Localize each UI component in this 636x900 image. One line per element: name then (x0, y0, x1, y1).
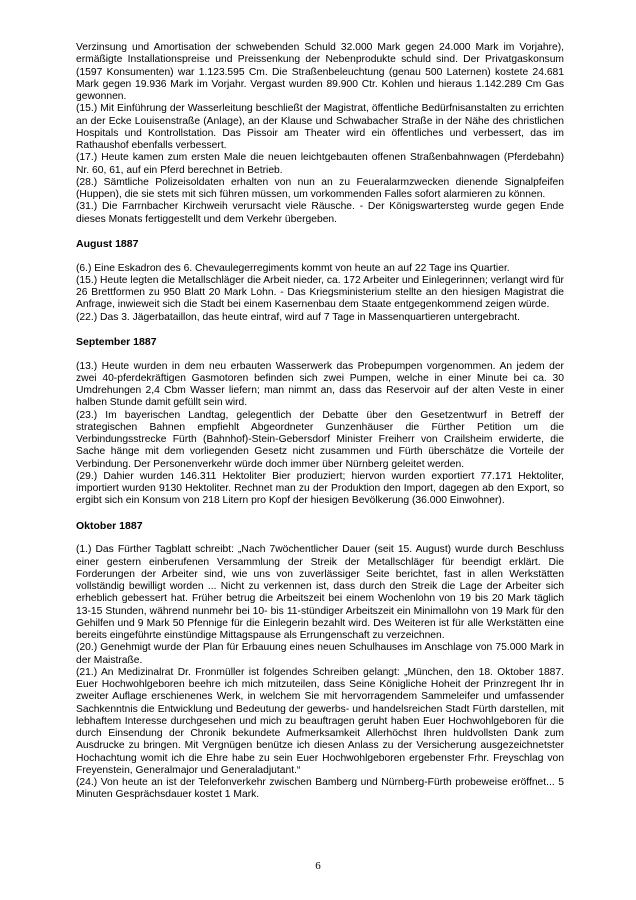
entry-paragraph: (21.) An Medizinalrat Dr. Fronmüller ist folgendes Schreiben gelangt: „München, den 18. Oktober 1887. Euer Hochwohlgeboren beehre ich mich mitzuteilen, dass Seine Königliche Hoheit der Prinzregent Ihr in zweiter Auflage erschienenes Werk, in welchem Sie mit hervorragendem Sammeleifer und umfassender Sachkenntnis die Entwicklung und Bedeutung der gewerbs- und handelsreichen Stadt Fürth darstellen, mit lebhaftem Interesse durchgesehen und mich zu beauftragen geruht haben Euer Hochwohlgeboren für die durch Einsendung der Chronik bekundete Aufmerksamkeit Allerhöchst Ihren huldvollsten Dank zum Ausdrucke zu bringen. Mit Vergnügen benütze ich diesen Anlass zu der Versicherung ausgezeichnetster Hochachtung womit ich die Ehre habe zu sein Euer Hochwohlgeboren ergebenster Frhr. Freyschlag von Freyenstein, Generalmajor und Generaladjutant.“ (76, 666, 564, 776)
entry-paragraph: (29.) Dahier wurden 146.311 Hektoliter Bier produziert; hiervon wurden exportiert 77.171 Hektoliter, importiert wurden 9130 Hektoliter. Rechnet man zu der Produktion den Import, dagegen ab den Export, so ergibt sich ein Konsum von 218 Litern pro Kopf der hiesigen Bevölkerung (36.000 Einwohner). (76, 470, 564, 507)
page-content (76, 42, 564, 802)
month-heading: August 1887 (76, 238, 139, 250)
entry-paragraph: Verzinsung und Amortisation der schwebenden Schuld 32.000 Mark gegen 24.000 Mark im Vorjahre), ermäßigte Installationspreise und Preissenkung der Nebenprodukte schuld sind. Der Privatgaskonsum (1597 Konsumenten) war 1.123.595 Cm. Die Straßenbeleuchtung (genau 500 Laternen) kostete 24.681 Mark gegen 19.936 Mark im Vorjahr. Vergast wurden 89.900 Ctr. Kohlen und hieraus 1.142.289 Cm Gas gewonnen. (76, 42, 564, 102)
entry-paragraph: (22.) Das 3. Jägerbataillon, das heute eintraf, wird auf 7 Tage in Massenquartieren untergebracht. (76, 311, 520, 323)
page-number: 6 (315, 860, 321, 872)
entry-paragraph: (24.) Von heute an ist der Telefonverkehr zwischen Bamberg und Nürnberg-Fürth probeweise eröffnet... 5 Minuten Gesprächsdauer kostet 1 Mark. (76, 777, 564, 801)
entry-paragraph: (15.) Heute legten die Metallschläger die Arbeit nieder, ca. 172 Arbeiter und Einlegerinnen; verlangt wird für 26 Brettformen zu 950 Blatt 20 Mark Lohn. - Das Kriegsministerium stellte an den hiesigen Magistrat die Anfrage, inwieweit sich die Stadt bei einem Kasernenbau dem Staate entgegenkommend zeigen würde. (76, 274, 564, 311)
section-september-1887 (76, 336, 564, 508)
section-august-1887 (76, 238, 564, 324)
entry-paragraph: (6.) Eine Eskadron des 6. Chevaulegerregiments kommt von heute an auf 22 Tage ins Quartier. (76, 262, 510, 274)
entry-paragraph: (1.) Das Fürther Tagblatt schreibt: „Nach 7wöchentlicher Dauer (seit 15. August) wurde durch Beschluss einer gestern einberufenen Versammlung der Streik der Metallschläger für beendigt erklärt. Die Forderungen der Arbeiter sind, wie uns von zuverlässiger Seite berichtet, fast in allen Werkstätten vollständig bewilligt worden ... Nicht zu verkennen ist, dass durch den Streik die Lage der Arbeiter sich erheblich gebessert hat. Früher betrug die Arbeitszeit bei einem Wochenlohn von 19 bis 20 Mark täglich 13-15 Stunden, während nunmehr bei 10- bis 11-stündiger Arbeitszeit ein Minimallohn von 19 Mark für den Gehilfen und 9 Mark 50 Pfennige für die Einlegerin bezahlt wird. Des Weiteren ist für alle Werkstätten eine bereits eingeführte einstündige Mittagspause als Errungenschaft zu verzeichnen. (76, 544, 564, 641)
entry-paragraph: (31.) Die Farrnbacher Kirchweih verursacht viele Räusche. - Der Königswartersteg wurde gegen Ende dieses Monats fertiggestellt und dem Verkehr übergeben. (76, 201, 564, 225)
month-heading: Oktober 1887 (76, 519, 143, 532)
section-oktober-1887 (76, 520, 564, 802)
section-continuation (76, 42, 564, 226)
entry-paragraph: (17.) Heute kamen zum ersten Male die neuen leichtgebauten offenen Straßenbahnwagen (Pferdebahn) Nr. 60, 61, auf ein Pferd berechnet in Betrieb. (76, 152, 564, 176)
entry-paragraph: (13.) Heute wurden in dem neu erbauten Wasserwerk das Probepumpen vorgenommen. An jedem der zwei 40-pferdekräftigen Gasmotoren befinden sich zwei Pumpen, welche in einer Minute bei ca. 30 Umdrehungen 2,4 Cbm Wasser liefern; man nimmt an, dass das Reservoir auf der alten Veste in einer halben Stunde damit gefüllt sein wird. (76, 360, 564, 409)
entry-paragraph: (28.) Sämtliche Polizeisoldaten erhalten von nun an zu Feueralarmzwecken dienende Signalpfeifen (Huppen), die sie stets mit sich führen müssen, um vorkommenden Falles sofort alarmieren zu können. (76, 176, 564, 200)
month-heading: September 1887 (76, 336, 157, 348)
entry-paragraph: (20.) Genehmigt wurde der Plan für Erbauung eines neuen Schulhauses im Anschlage von 75.000 Mark in der Maistraße. (76, 642, 564, 666)
entry-paragraph: (15.) Mit Einführung der Wasserleitung beschließt der Magistrat, öffentliche Bedürfnisanstalten zu errichten an der Ecke Louisenstraße (Anlage), an der Klause und Schwabacher Straße in der Nähe des christlichen Hospitals und Kontrollstation. Das Pissoir am Theater wird ein öffentliches und verbessert, das im Rathaushof ebenfalls verbessert. (76, 103, 564, 151)
entry-paragraph: (23.) Im bayerischen Landtag, gelegentlich der Debatte über den Gesetzentwurf in Betreff der strategischen Bahnen empfiehlt Abgeordneter Gunzenhäuser die Fürther Petition um die Verbindungsstrecke Fürth (Bahnhof)-Stein-Gebersdorf Minister Freiherr von Crailsheim erwiderte, die Sache hänge mit dem vorliegenden Gesetz nicht zusammen und Fürth überschätze die Vorteile der Verbindung. Der Personenverkehr würde doch immer über Nürnberg geleitet werden. (76, 409, 564, 470)
